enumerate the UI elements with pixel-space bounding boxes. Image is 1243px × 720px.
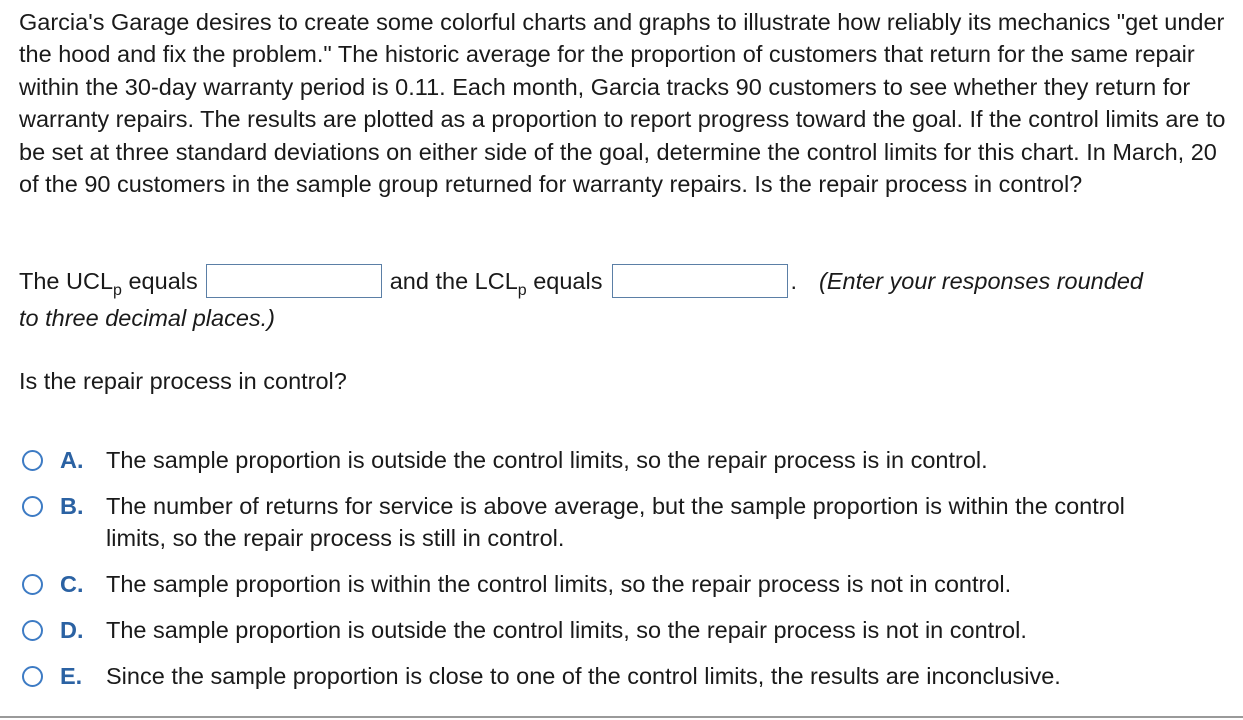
option-a[interactable]: [22, 444, 988, 476]
bottom-divider: [0, 716, 1243, 718]
lcl-input[interactable]: [612, 264, 788, 298]
lcl-label: and the $LCL_p$ equals: [389, 268, 603, 299]
radio-button-a[interactable]: [22, 450, 43, 471]
period: .: [790, 268, 797, 294]
question-text: Garcia's Garage desires to create some colorful charts and graphs to illustrate how reliably its mechanics "get under the hood and fix the problem." The historic average for the proportion of customers that return for the same repair within the 30-day warranty period is 0.11. Each month, Garcia tracks 90 customers to see whether they return for warranty repairs. The results are plotted as a proportion to report progress toward the goal. If the control limits are to be set at three standard deviations on either side of the goal, determine the control limits for this chart. In March, 20 of the 90 customers in the sample group returned for warranty repairs. Is the repair process in control?: [19, 9, 1226, 198]
option-letter: E.: [60, 663, 83, 689]
radio-button-c[interactable]: [22, 574, 43, 595]
option-letter: D.: [60, 617, 84, 643]
radio-button-e[interactable]: [22, 666, 43, 687]
option-text: The sample proportion is within the control limits, so the repair process is not in control.: [106, 571, 1012, 597]
option-b[interactable]: [22, 490, 1166, 554]
radio-button-d[interactable]: [22, 620, 43, 641]
ucl-label: The $UCL_p$ equals: [19, 268, 198, 299]
option-letter: A.: [60, 447, 84, 473]
option-c[interactable]: [22, 568, 1011, 600]
option-text: The number of returns for service is above average, but the sample proportion is within the control limits, so the repair process is still in control.: [106, 493, 1125, 551]
option-letter: B.: [60, 493, 84, 519]
option-e[interactable]: [22, 660, 1061, 692]
rounding-instruction: (Enter your responses rounded: [819, 268, 1143, 294]
option-text: The sample proportion is outside the control limits, so the repair process is in control.: [106, 447, 988, 473]
ucl-input[interactable]: [206, 264, 382, 298]
option-text: The sample proportion is outside the control limits, so the repair process is not in control.: [106, 617, 1027, 643]
radio-button-b[interactable]: [22, 496, 43, 517]
rounding-instruction-cont: to three decimal places.): [19, 305, 276, 331]
option-d[interactable]: [22, 614, 1027, 646]
answer-line: [19, 262, 1234, 331]
option-letter: C.: [60, 571, 84, 597]
option-text: Since the sample proportion is close to one of the control limits, the results are inconclusive.: [106, 663, 1061, 689]
sub-question: Is the repair process in control?: [19, 368, 347, 394]
